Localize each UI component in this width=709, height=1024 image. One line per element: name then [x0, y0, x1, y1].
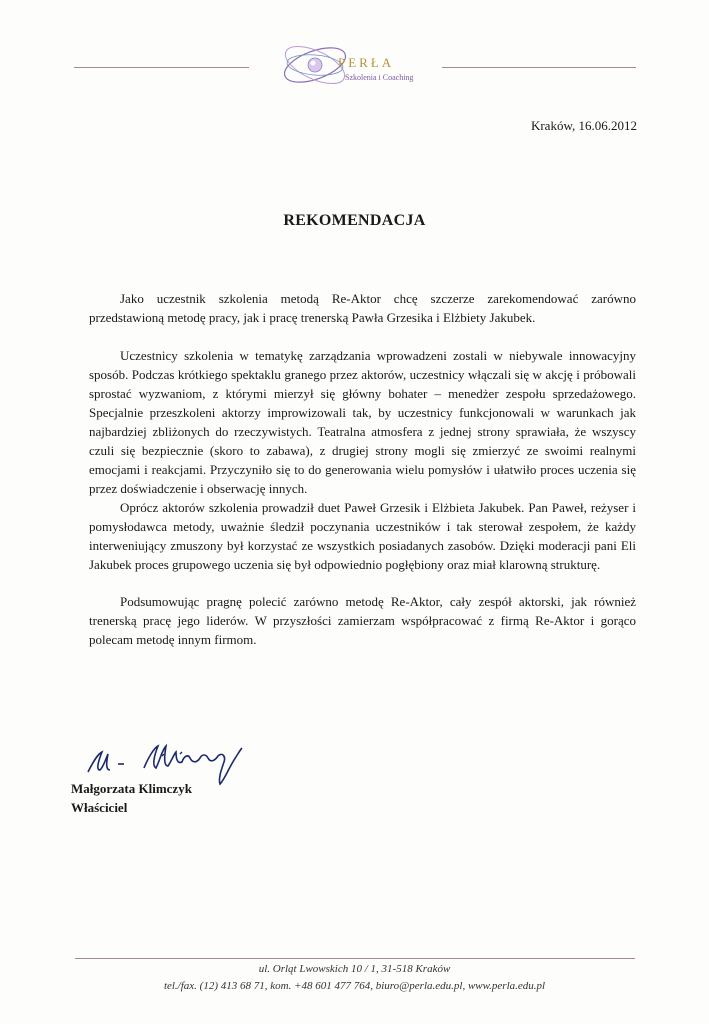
header-divider-left: [74, 67, 249, 68]
paragraph-summary: Podsumowując pragnę polecić zarówno metodę Re-Aktor, cały zespół aktorski, jak również trenerską pracę jego liderów. W przyszłości zamierzam współpracować z firmą Re-Aktor i gorąco polecam metodę innym firmom.: [89, 594, 636, 647]
signer-name: Małgorzata Klimczyk: [71, 781, 192, 796]
header-divider-right: [442, 67, 636, 68]
footer-address: ul. Orląt Lwowskich 10 / 1, 31-518 Kraków: [258, 963, 451, 975]
footer-contact: tel./fax. (12) 413 68 71, kom. +48 601 477 764, biuro@perla.edu.pl, www.perla.edu.pl: [163, 980, 546, 992]
paragraph-intro: Jako uczestnik szkolenia metodą Re-Aktor chcę szczerze zarekomendować zarówno przedstawioną metodę pracy, jak i pracę trenerską Pawła Grzesika i Elżbiety Jakubek.: [89, 291, 636, 325]
signer-role: Właściciel: [71, 800, 128, 815]
letter-date: Kraków, 16.06.2012: [530, 118, 637, 133]
logo-tagline: Szkolenia i Coaching: [345, 73, 414, 82]
paragraph-trainers: Oprócz aktorów szkolenia prowadził duet Paweł Grzesik i Elżbieta Jakubek. Pan Paweł, reżyser i pomysłodawca metody, uważnie śledził poczynania uczestników i tak sterował zespołem, że każdy interweniujący zmuszony był korzystać ze wszystkich posiadanych zasobów. Dzięki moderacji pani Eli Jakubek proces grupowego uczenia się był odpowiednio pogłębiony oraz miał klarowną strukturę.: [89, 500, 636, 572]
letter-body: [89, 289, 636, 649]
paragraph-training: Uczestnicy szkolenia w tematykę zarządzania wprowadzeni zostali w niebywale innowacyjny sposób. Podczas krótkiego spektaklu granego przez aktorów, uczestnicy włączali się w akcję i próbowali sprostać wyzwaniom, z którymi mierzył się główny bohater – menedżer zespołu sprzedażowego. Specjalnie przeszkoleni aktorzy improwizowali tak, by uczestnicy funkcjonowali w warunkach jak najbardziej zbliżonych do rzeczywistych. Teatralna atmosfera z jednej strony sprawiała, że wszyscy czuli się bezpiecznie (skoro to zabawa), z drugiej strony mogli się zmierzyć ze swoimi realnymi emocjami i reakcjami. Przyczyniło się to do generowania wielu pomysłów i ułatwiło proces uczenia się przez doświadczenie i obserwację innych.: [89, 348, 636, 496]
letter-title: REKOMENDACJA: [283, 212, 426, 229]
footer-divider: [75, 958, 635, 959]
logo-name: PERŁA: [338, 55, 395, 70]
